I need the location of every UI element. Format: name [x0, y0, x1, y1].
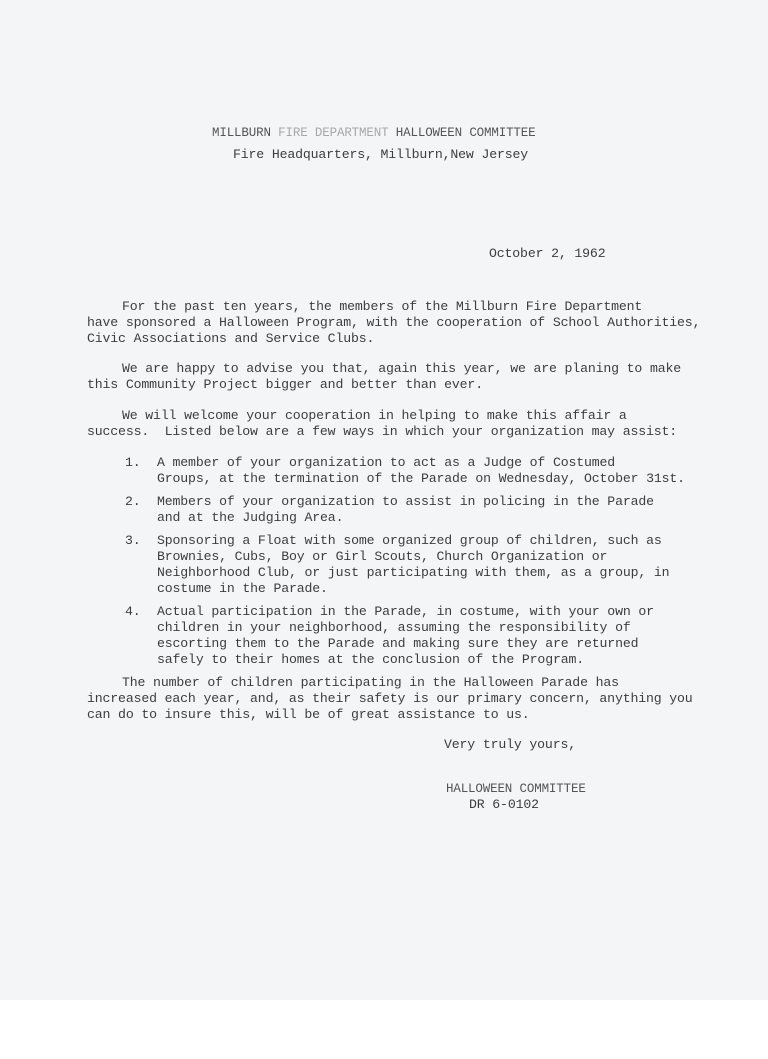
paragraph-line: have sponsored a Halloween Program, with the cooperation of School Authorities, — [87, 315, 701, 330]
list-item-line: escorting them to the Parade and making sure they are returned — [157, 636, 639, 651]
list-item-line: Brownies, Cubs, Boy or Girl Scouts, Church Organization or — [157, 549, 608, 564]
list-item-line: Neighborhood Club, or just participating with them, as a group, in — [157, 565, 670, 580]
letterhead-title — [212, 126, 535, 140]
paragraph-line: this Community Project bigger and better than ever. — [87, 377, 483, 392]
list-number: 4. — [125, 604, 141, 619]
list-item-line: costume in the Parade. — [157, 581, 328, 596]
list-number: 1. — [125, 455, 141, 470]
list-item-line: Members of your organization to assist in policing in the Parade — [157, 494, 654, 509]
paragraph-line: can do to insure this, will be of great assistance to us. — [87, 707, 530, 722]
paragraph-line: success. Listed below are a few ways in which your organization may assist: — [87, 424, 678, 439]
list-item-line: and at the Judging Area. — [157, 510, 344, 525]
paragraph-line: Civic Associations and Service Clubs. — [87, 331, 375, 346]
letterhead-faded-text: FIRE DEPARTMENT — [278, 126, 389, 140]
letter-date: October 2, 1962 — [489, 246, 606, 261]
list-item-line: safely to their homes at the conclusion of the Program. — [157, 652, 585, 667]
paragraph-line: The number of children participating in the Halloween Parade has — [122, 675, 619, 690]
paragraph-line: For the past ten years, the members of the Millburn Fire Department — [122, 299, 643, 314]
signature-committee: HALLOWEEN COMMITTEE — [446, 782, 586, 796]
list-number: 2. — [125, 494, 141, 509]
paragraph-line: increased each year, and, as their safety is our primary concern, anything you — [87, 691, 693, 706]
list-item-line: Actual participation in the Parade, in costume, with your own or — [157, 604, 654, 619]
letterhead-suffix: HALLOWEEN COMMITTEE — [388, 126, 536, 140]
list-item-line: Sponsoring a Float with some organized group of children, such as — [157, 533, 662, 548]
closing-salutation: Very truly yours, — [444, 737, 576, 752]
paragraph-line: We are happy to advise you that, again this year, we are planing to make — [122, 361, 681, 376]
signature-phone: DR 6-0102 — [469, 797, 539, 812]
letterhead-prefix: MILLBURN — [212, 126, 279, 140]
list-item-line: children in your neighborhood, assuming the responsibility of — [157, 620, 631, 635]
list-item-line: Groups, at the termination of the Parade on Wednesday, October 31st. — [157, 471, 685, 486]
list-number: 3. — [125, 533, 141, 548]
list-item-line: A member of your organization to act as a Judge of Costumed — [157, 455, 616, 470]
letterhead-address: Fire Headquarters, Millburn,New Jersey — [233, 147, 529, 162]
paragraph-line: We will welcome your cooperation in helping to make this affair a — [122, 408, 627, 423]
